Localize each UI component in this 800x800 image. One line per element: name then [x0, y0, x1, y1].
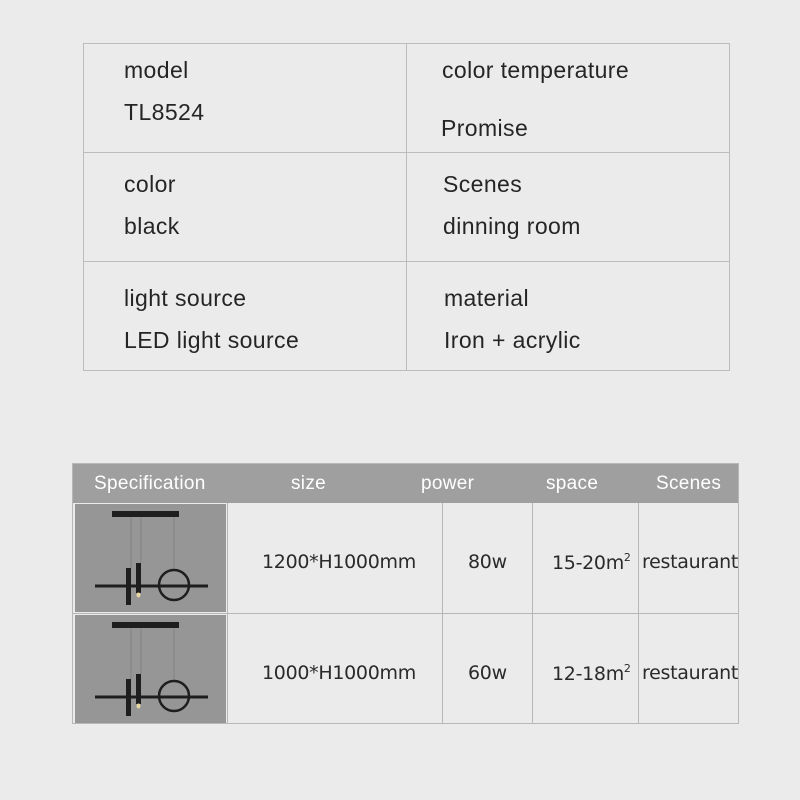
spec-header-row [73, 464, 738, 503]
row2-power: 60w [468, 662, 507, 684]
color-temperature-label: color temperature [442, 57, 630, 83]
pendant-lamp-icon [75, 615, 226, 723]
row2-scene: restaurant [642, 662, 739, 684]
row-divider [73, 613, 738, 614]
info-table [83, 43, 730, 371]
light-source-label: light source [124, 285, 247, 311]
info-divider [406, 262, 407, 371]
row1-power: 80w [468, 551, 507, 573]
material-value: Iron + acrylic [444, 327, 581, 353]
model-label: model [124, 57, 189, 83]
pendant-lamp-thumbnail [75, 504, 226, 612]
row1-scene: restaurant [642, 551, 739, 573]
color-label: color [124, 171, 176, 197]
header-space: space [546, 473, 599, 494]
scenes-value: dinning room [443, 213, 581, 239]
model-value: TL8524 [124, 99, 205, 125]
light-source-value: LED light source [124, 327, 300, 353]
header-scenes: Scenes [656, 473, 722, 494]
scenes-label: Scenes [443, 171, 523, 197]
material-label: material [444, 285, 530, 311]
pendant-lamp-thumbnail [75, 615, 226, 723]
row2-space: $12-18m^2$ [552, 662, 631, 685]
info-divider [406, 153, 407, 261]
color-temperature-value: Promise [441, 115, 529, 141]
header-power: power [421, 473, 475, 494]
specification-table [72, 463, 739, 724]
row1-size: 1200*H1000mm [262, 551, 416, 573]
product-spec-page [6, 0, 794, 800]
header-size: size [291, 473, 326, 494]
info-row-model [84, 44, 729, 153]
info-row-light-source [84, 262, 729, 371]
info-row-color [84, 153, 729, 262]
row1-space: $15-20m^2$ [552, 551, 631, 574]
header-specification: Specification [94, 473, 206, 494]
row2-size: 1000*H1000mm [262, 662, 416, 684]
info-divider [406, 44, 407, 152]
pendant-lamp-icon [75, 504, 226, 612]
color-value: black [124, 213, 180, 239]
